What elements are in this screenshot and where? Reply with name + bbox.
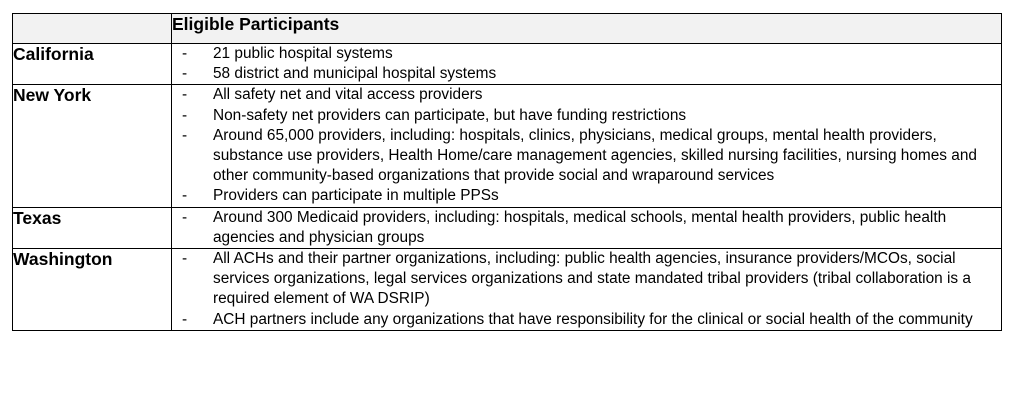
- list-item: [172, 249, 1001, 310]
- table-row: [13, 85, 1002, 207]
- dash-bullet: -: [182, 65, 188, 83]
- header-row: [13, 14, 1002, 44]
- list-item: [172, 64, 1001, 84]
- dash-bullet: -: [182, 86, 188, 104]
- list-item-text: Providers can participate in multiple PPSs: [213, 187, 499, 205]
- list-item: [172, 208, 1001, 248]
- header-participants-cell: Eligible Participants: [172, 14, 1002, 44]
- state-name-washington: Washington: [13, 249, 172, 331]
- list-item: [172, 106, 1001, 126]
- table-row: [13, 249, 1002, 331]
- participants-cell: [172, 249, 1002, 331]
- list-item-text: All ACHs and their partner organizations, including: public health agencies, insurance providers/MCOs, social services organizations, legal services organizations and state mandated tribal providers (tribal collaboration is a required element of WA DSRIP): [213, 250, 971, 308]
- table-row: [13, 207, 1002, 248]
- participants-cell: [172, 85, 1002, 207]
- list-item-text: 58 district and municipal hospital systems: [213, 65, 497, 83]
- table-row: [13, 44, 1002, 85]
- list-item: [172, 44, 1001, 64]
- dash-bullet: -: [182, 250, 188, 268]
- participants-cell: [172, 207, 1002, 248]
- eligible-participants-table: [12, 13, 1002, 331]
- dash-bullet: -: [182, 126, 188, 144]
- list-item-text: Around 300 Medicaid providers, including: hospitals, medical schools, mental health providers, public health agencies and physician groups: [213, 208, 947, 246]
- list-item-text: 21 public hospital systems: [213, 45, 393, 62]
- list-item: [172, 186, 1001, 206]
- list-item-text: Around 65,000 providers, including: hospitals, clinics, physicians, medical groups, mental health providers, substance use providers, Health Home/care management agencies, skilled nursing facilities, nursing homes and other community-based organizations that provide social and wraparound services: [213, 126, 977, 185]
- list-item-text: All safety net and vital access providers: [213, 86, 483, 104]
- state-name-california: California: [13, 44, 172, 85]
- participants-list: [172, 208, 1001, 248]
- dash-bullet: -: [182, 187, 188, 205]
- list-item: [172, 126, 1001, 187]
- list-item: [172, 310, 1001, 330]
- participants-list: [172, 85, 1001, 206]
- header-state-cell: [13, 14, 172, 44]
- state-name-new-york: New York: [13, 85, 172, 207]
- state-name-texas: Texas: [13, 207, 172, 248]
- list-item-text: ACH partners include any organizations that have responsibility for the clinical or social health of the community: [213, 310, 973, 328]
- participants-list: [172, 44, 1001, 84]
- participants-cell: [172, 44, 1002, 85]
- list-item: [172, 85, 1001, 105]
- dash-bullet: -: [182, 310, 188, 328]
- dash-bullet: -: [182, 106, 188, 124]
- dash-bullet: -: [182, 45, 188, 62]
- dash-bullet: -: [182, 208, 188, 226]
- participants-list: [172, 249, 1001, 330]
- list-item-text: Non-safety net providers can participate, but have funding restrictions: [213, 106, 687, 124]
